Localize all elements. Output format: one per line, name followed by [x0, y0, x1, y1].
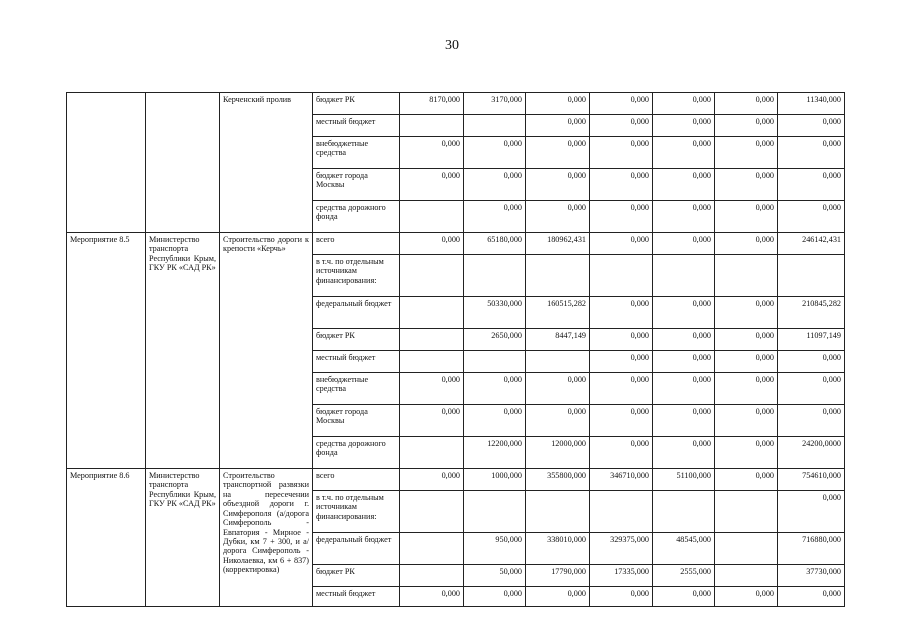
amount-cell: 12200,000 [464, 437, 526, 469]
amount-cell: 11097,149 [778, 329, 845, 351]
amount-cell: 0,000 [400, 587, 464, 607]
amount-cell [653, 255, 715, 297]
amount-cell: 0,000 [526, 93, 590, 115]
amount-cell: 3170,000 [464, 93, 526, 115]
amount-cell: 0,000 [653, 137, 715, 169]
amount-cell: 716880,000 [778, 533, 845, 565]
amount-cell: 0,000 [590, 373, 653, 405]
amount-cell: 0,000 [715, 169, 778, 201]
amount-cell: 0,000 [778, 201, 845, 233]
amount-cell: 0,000 [400, 233, 464, 255]
amount-cell [464, 351, 526, 373]
funding-source-cell: местный бюджет [313, 351, 400, 373]
amount-cell: 0,000 [715, 587, 778, 607]
table-row [67, 469, 845, 491]
amount-cell: 0,000 [715, 405, 778, 437]
amount-cell: 1000,000 [464, 469, 526, 491]
amount-cell: 48545,000 [653, 533, 715, 565]
amount-cell: 0,000 [590, 137, 653, 169]
funding-source-cell: бюджет РК [313, 93, 400, 115]
funding-source-cell: средства дорожного фонда [313, 201, 400, 233]
amount-cell: 0,000 [778, 137, 845, 169]
amount-cell: 50,000 [464, 565, 526, 587]
amount-cell [653, 491, 715, 533]
amount-cell: 65180,000 [464, 233, 526, 255]
amount-cell: 0,000 [590, 297, 653, 329]
amount-cell: 17790,000 [526, 565, 590, 587]
amount-cell: 0,000 [653, 115, 715, 137]
funding-source-cell: внебюджетные средства [313, 137, 400, 169]
amount-cell: 0,000 [400, 169, 464, 201]
amount-cell: 17335,000 [590, 565, 653, 587]
amount-cell: 0,000 [778, 115, 845, 137]
funding-source-cell: местный бюджет [313, 587, 400, 607]
funding-source-cell: внебюджетные средства [313, 373, 400, 405]
amount-cell: 50330,000 [464, 297, 526, 329]
amount-cell [400, 565, 464, 587]
amount-cell: 0,000 [526, 405, 590, 437]
measure-code-cell: Мероприятие 8.6 [67, 469, 146, 607]
amount-cell: 0,000 [715, 93, 778, 115]
amount-cell: 0,000 [715, 373, 778, 405]
amount-cell: 0,000 [653, 351, 715, 373]
amount-cell: 0,000 [590, 351, 653, 373]
amount-cell: 0,000 [400, 373, 464, 405]
amount-cell: 0,000 [526, 201, 590, 233]
amount-cell: 0,000 [778, 491, 845, 533]
funding-source-cell: местный бюджет [313, 115, 400, 137]
amount-cell: 346710,000 [590, 469, 653, 491]
amount-cell: 0,000 [590, 405, 653, 437]
amount-cell: 0,000 [400, 137, 464, 169]
amount-cell: 0,000 [653, 587, 715, 607]
amount-cell [400, 115, 464, 137]
amount-cell [464, 491, 526, 533]
amount-cell: 0,000 [464, 405, 526, 437]
measure-code-cell: Мероприятие 8.5 [67, 233, 146, 469]
amount-cell [715, 491, 778, 533]
amount-cell: 210845,282 [778, 297, 845, 329]
funding-source-cell: в т.ч. по отдельным источникам финансирования: [313, 255, 400, 297]
amount-cell [526, 351, 590, 373]
amount-cell: 0,000 [590, 437, 653, 469]
amount-cell: 0,000 [464, 587, 526, 607]
measure-title-cell: Керченский пролив [220, 93, 313, 233]
funding-source-cell: бюджет РК [313, 565, 400, 587]
amount-cell: 0,000 [653, 93, 715, 115]
amount-cell: 0,000 [715, 351, 778, 373]
amount-cell: 0,000 [715, 297, 778, 329]
funding-source-cell: бюджет города Москвы [313, 169, 400, 201]
funding-source-cell: федеральный бюджет [313, 297, 400, 329]
amount-cell: 0,000 [653, 437, 715, 469]
amount-cell [400, 491, 464, 533]
amount-cell: 0,000 [464, 373, 526, 405]
executor-cell: Министерство транспорта Республики Крым, ГКУ РК «САД РК» [146, 233, 220, 469]
amount-cell: 0,000 [590, 329, 653, 351]
amount-cell: 0,000 [590, 115, 653, 137]
amount-cell: 355800,000 [526, 469, 590, 491]
amount-cell [400, 533, 464, 565]
amount-cell: 0,000 [464, 201, 526, 233]
executor-cell [146, 93, 220, 233]
amount-cell: 0,000 [526, 115, 590, 137]
amount-cell: 0,000 [590, 587, 653, 607]
funding-source-cell: федеральный бюджет [313, 533, 400, 565]
amount-cell: 2650,000 [464, 329, 526, 351]
funding-source-cell: средства дорожного фонда [313, 437, 400, 469]
amount-cell: 0,000 [715, 233, 778, 255]
amount-cell: 0,000 [653, 373, 715, 405]
amount-cell: 12000,000 [526, 437, 590, 469]
amount-cell: 11340,000 [778, 93, 845, 115]
amount-cell: 0,000 [653, 297, 715, 329]
amount-cell: 0,000 [590, 201, 653, 233]
amount-cell: 8170,000 [400, 93, 464, 115]
amount-cell: 0,000 [715, 137, 778, 169]
amount-cell: 754610,000 [778, 469, 845, 491]
budget-table [66, 92, 845, 607]
amount-cell: 37730,000 [778, 565, 845, 587]
amount-cell: 0,000 [590, 93, 653, 115]
amount-cell [400, 255, 464, 297]
table-body [67, 93, 845, 607]
funding-source-cell: бюджет города Москвы [313, 405, 400, 437]
amount-cell [715, 565, 778, 587]
amount-cell: 0,000 [526, 137, 590, 169]
funding-source-cell: всего [313, 233, 400, 255]
amount-cell: 0,000 [653, 405, 715, 437]
amount-cell: 0,000 [590, 169, 653, 201]
amount-cell [715, 255, 778, 297]
amount-cell: 8447,149 [526, 329, 590, 351]
amount-cell: 0,000 [778, 405, 845, 437]
measure-title-cell: Строительство транспортной развязки на пересечении объездной дороги г. Симферополя (а/дорога Симферополь - Евпатория - Мирное - Дубки, км 7 + 300, и а/дорога Симферополь - Николаевка, км 6 + 837) (корректировка) [220, 469, 313, 607]
amount-cell: 0,000 [715, 115, 778, 137]
amount-cell [464, 255, 526, 297]
amount-cell: 0,000 [653, 233, 715, 255]
funding-source-cell: в т.ч. по отдельным источникам финансирования: [313, 491, 400, 533]
amount-cell: 0,000 [590, 233, 653, 255]
amount-cell: 0,000 [526, 587, 590, 607]
executor-cell: Министерство транспорта Республики Крым, ГКУ РК «САД РК» [146, 469, 220, 607]
amount-cell: 0,000 [778, 351, 845, 373]
amount-cell [590, 491, 653, 533]
amount-cell [464, 115, 526, 137]
amount-cell: 180962,431 [526, 233, 590, 255]
amount-cell: 0,000 [778, 373, 845, 405]
amount-cell: 338010,000 [526, 533, 590, 565]
amount-cell: 0,000 [715, 469, 778, 491]
amount-cell: 0,000 [653, 201, 715, 233]
table-row [67, 93, 845, 115]
amount-cell: 329375,000 [590, 533, 653, 565]
amount-cell [778, 255, 845, 297]
amount-cell: 24200,0000 [778, 437, 845, 469]
amount-cell: 160515,282 [526, 297, 590, 329]
amount-cell: 0,000 [715, 437, 778, 469]
amount-cell: 0,000 [526, 169, 590, 201]
amount-cell: 0,000 [653, 329, 715, 351]
table-row [67, 233, 845, 255]
amount-cell: 0,000 [400, 469, 464, 491]
amount-cell [400, 201, 464, 233]
measure-code-cell [67, 93, 146, 233]
amount-cell [400, 437, 464, 469]
measure-title-cell: Строительство дороги к крепости «Керчь» [220, 233, 313, 469]
amount-cell [526, 255, 590, 297]
amount-cell: 51100,000 [653, 469, 715, 491]
funding-source-cell: бюджет РК [313, 329, 400, 351]
amount-cell [715, 533, 778, 565]
amount-cell [590, 255, 653, 297]
amount-cell: 0,000 [464, 137, 526, 169]
page-number: 30 [445, 38, 459, 53]
amount-cell: 2555,000 [653, 565, 715, 587]
amount-cell: 0,000 [715, 329, 778, 351]
amount-cell: 0,000 [715, 201, 778, 233]
amount-cell: 0,000 [400, 405, 464, 437]
amount-cell: 0,000 [526, 373, 590, 405]
amount-cell [400, 329, 464, 351]
funding-source-cell: всего [313, 469, 400, 491]
amount-cell: 246142,431 [778, 233, 845, 255]
amount-cell [400, 297, 464, 329]
amount-cell: 950,000 [464, 533, 526, 565]
amount-cell: 0,000 [778, 587, 845, 607]
amount-cell: 0,000 [464, 169, 526, 201]
amount-cell [400, 351, 464, 373]
amount-cell: 0,000 [653, 169, 715, 201]
amount-cell: 0,000 [778, 169, 845, 201]
amount-cell [526, 491, 590, 533]
